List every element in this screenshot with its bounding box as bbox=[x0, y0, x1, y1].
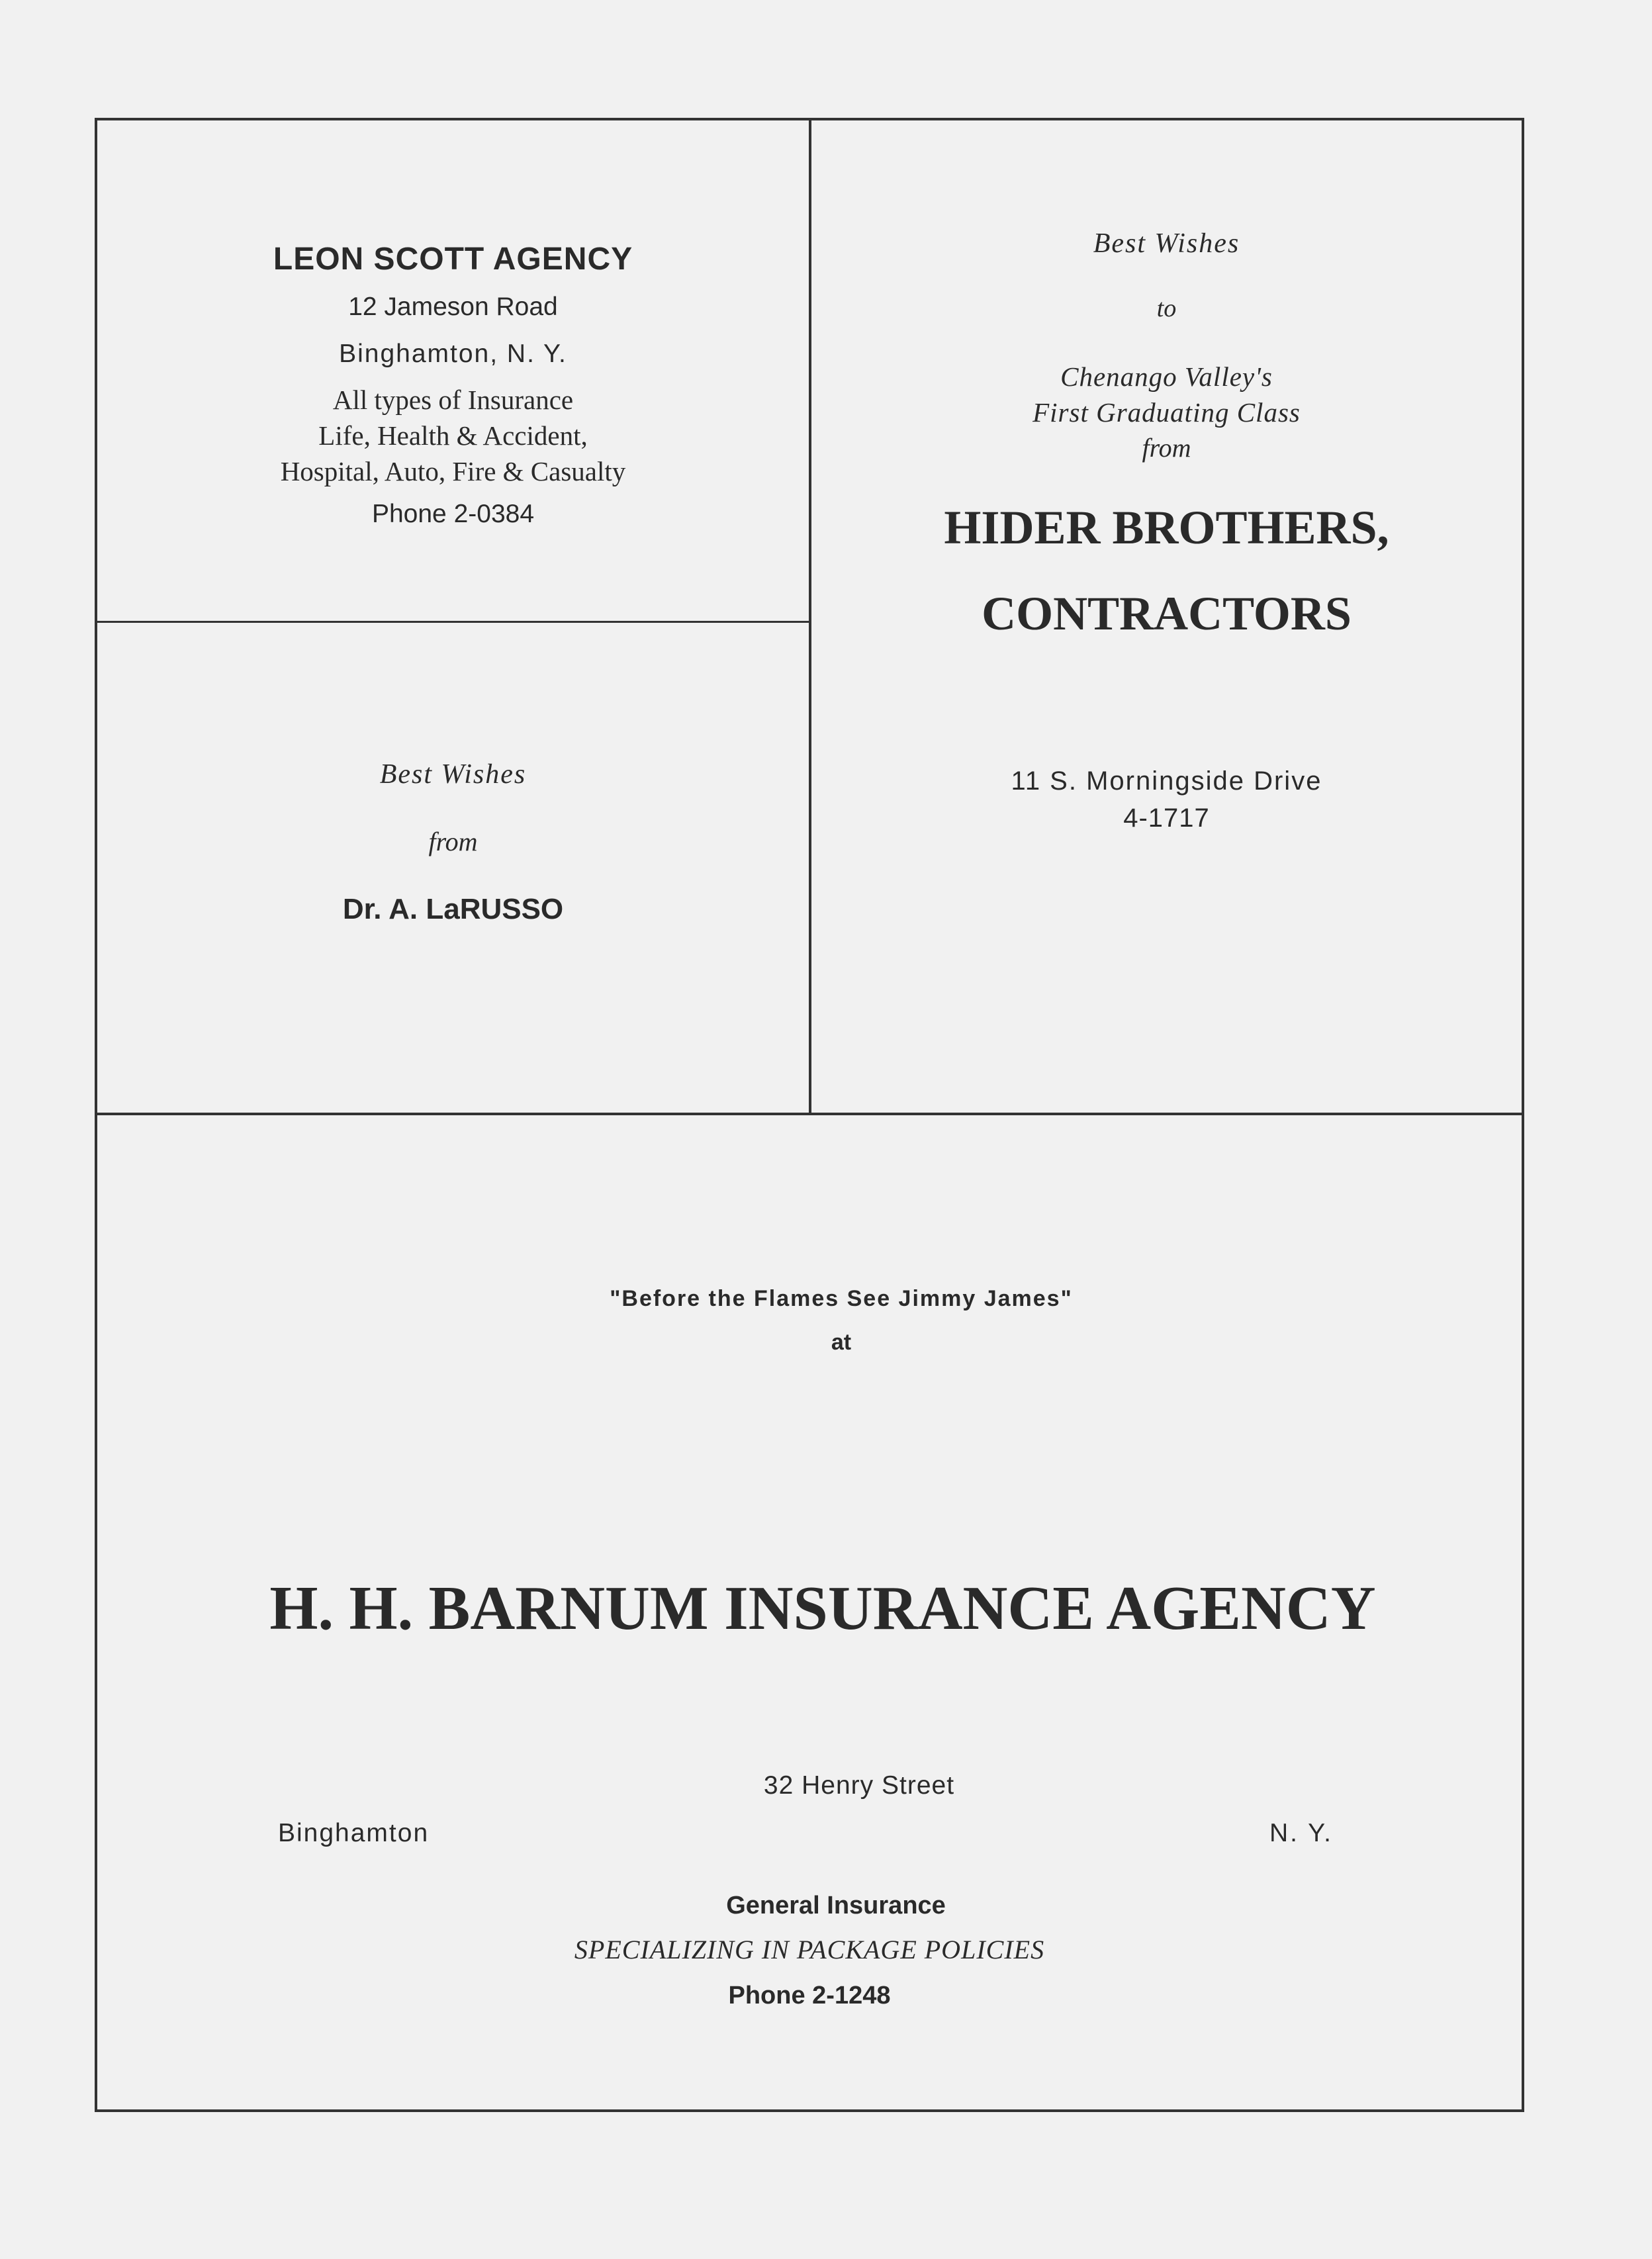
barnum-street: 32 Henry Street bbox=[763, 1771, 955, 1800]
larusso-from: from bbox=[428, 827, 478, 856]
barnum-slogan: "Before the Flames See Jimmy James" bbox=[610, 1286, 1073, 1311]
bottom-section-divider bbox=[95, 1113, 1524, 1115]
leon-scott-city: Binghamton, N. Y. bbox=[339, 340, 567, 368]
larusso-greeting: Best Wishes bbox=[379, 759, 527, 790]
hider-to: to bbox=[1156, 295, 1177, 322]
barnum-phone: Phone 2-1248 bbox=[728, 1982, 891, 2009]
leon-scott-services-3: Hospital, Auto, Fire & Casualty bbox=[280, 456, 626, 486]
hider-name-1: HIDER BROTHERS, bbox=[944, 501, 1389, 554]
barnum-general-line: General Insurance bbox=[726, 1892, 946, 1919]
leon-scott-street: 12 Jameson Road bbox=[348, 293, 558, 321]
hider-name-2: CONTRACTORS bbox=[982, 587, 1352, 640]
hider-phone: 4-1717 bbox=[1123, 804, 1210, 833]
left-cell-divider bbox=[95, 621, 811, 623]
barnum-ad bbox=[97, 1277, 1522, 1364]
barnum-details bbox=[97, 1886, 1522, 2016]
hider-class-2: First Graduating Class bbox=[1032, 397, 1301, 428]
leon-scott-services-2: Life, Health & Accident, bbox=[318, 420, 588, 451]
barnum-city: Binghamton bbox=[278, 1819, 430, 1847]
barnum-name: H. H. BARNUM INSURANCE AGENCY bbox=[269, 1574, 1376, 1643]
larusso-name: Dr. A. LaRUSSO bbox=[342, 893, 564, 925]
leon-scott-agency-ad bbox=[97, 235, 809, 539]
frame-bottom-border bbox=[95, 2109, 1524, 2112]
leon-scott-name: LEON SCOTT AGENCY bbox=[273, 242, 633, 277]
leon-scott-services-1: All types of Insurance bbox=[332, 385, 574, 415]
hider-from: from bbox=[1142, 433, 1191, 463]
leon-scott-phone: Phone 2-0384 bbox=[371, 500, 535, 528]
barnum-state: N. Y. bbox=[1269, 1819, 1333, 1847]
barnum-specialty-line: SPECIALIZING IN PACKAGE POLICIES bbox=[574, 1935, 1045, 1964]
hider-address: 11 S. Morningside Drive bbox=[1011, 766, 1322, 796]
hider-class-1: Chenango Valley's bbox=[1060, 361, 1273, 392]
hider-brothers-ad bbox=[811, 224, 1522, 837]
hider-greeting: Best Wishes bbox=[1093, 228, 1240, 259]
larusso-ad bbox=[97, 755, 809, 929]
barnum-at: at bbox=[831, 1330, 852, 1355]
